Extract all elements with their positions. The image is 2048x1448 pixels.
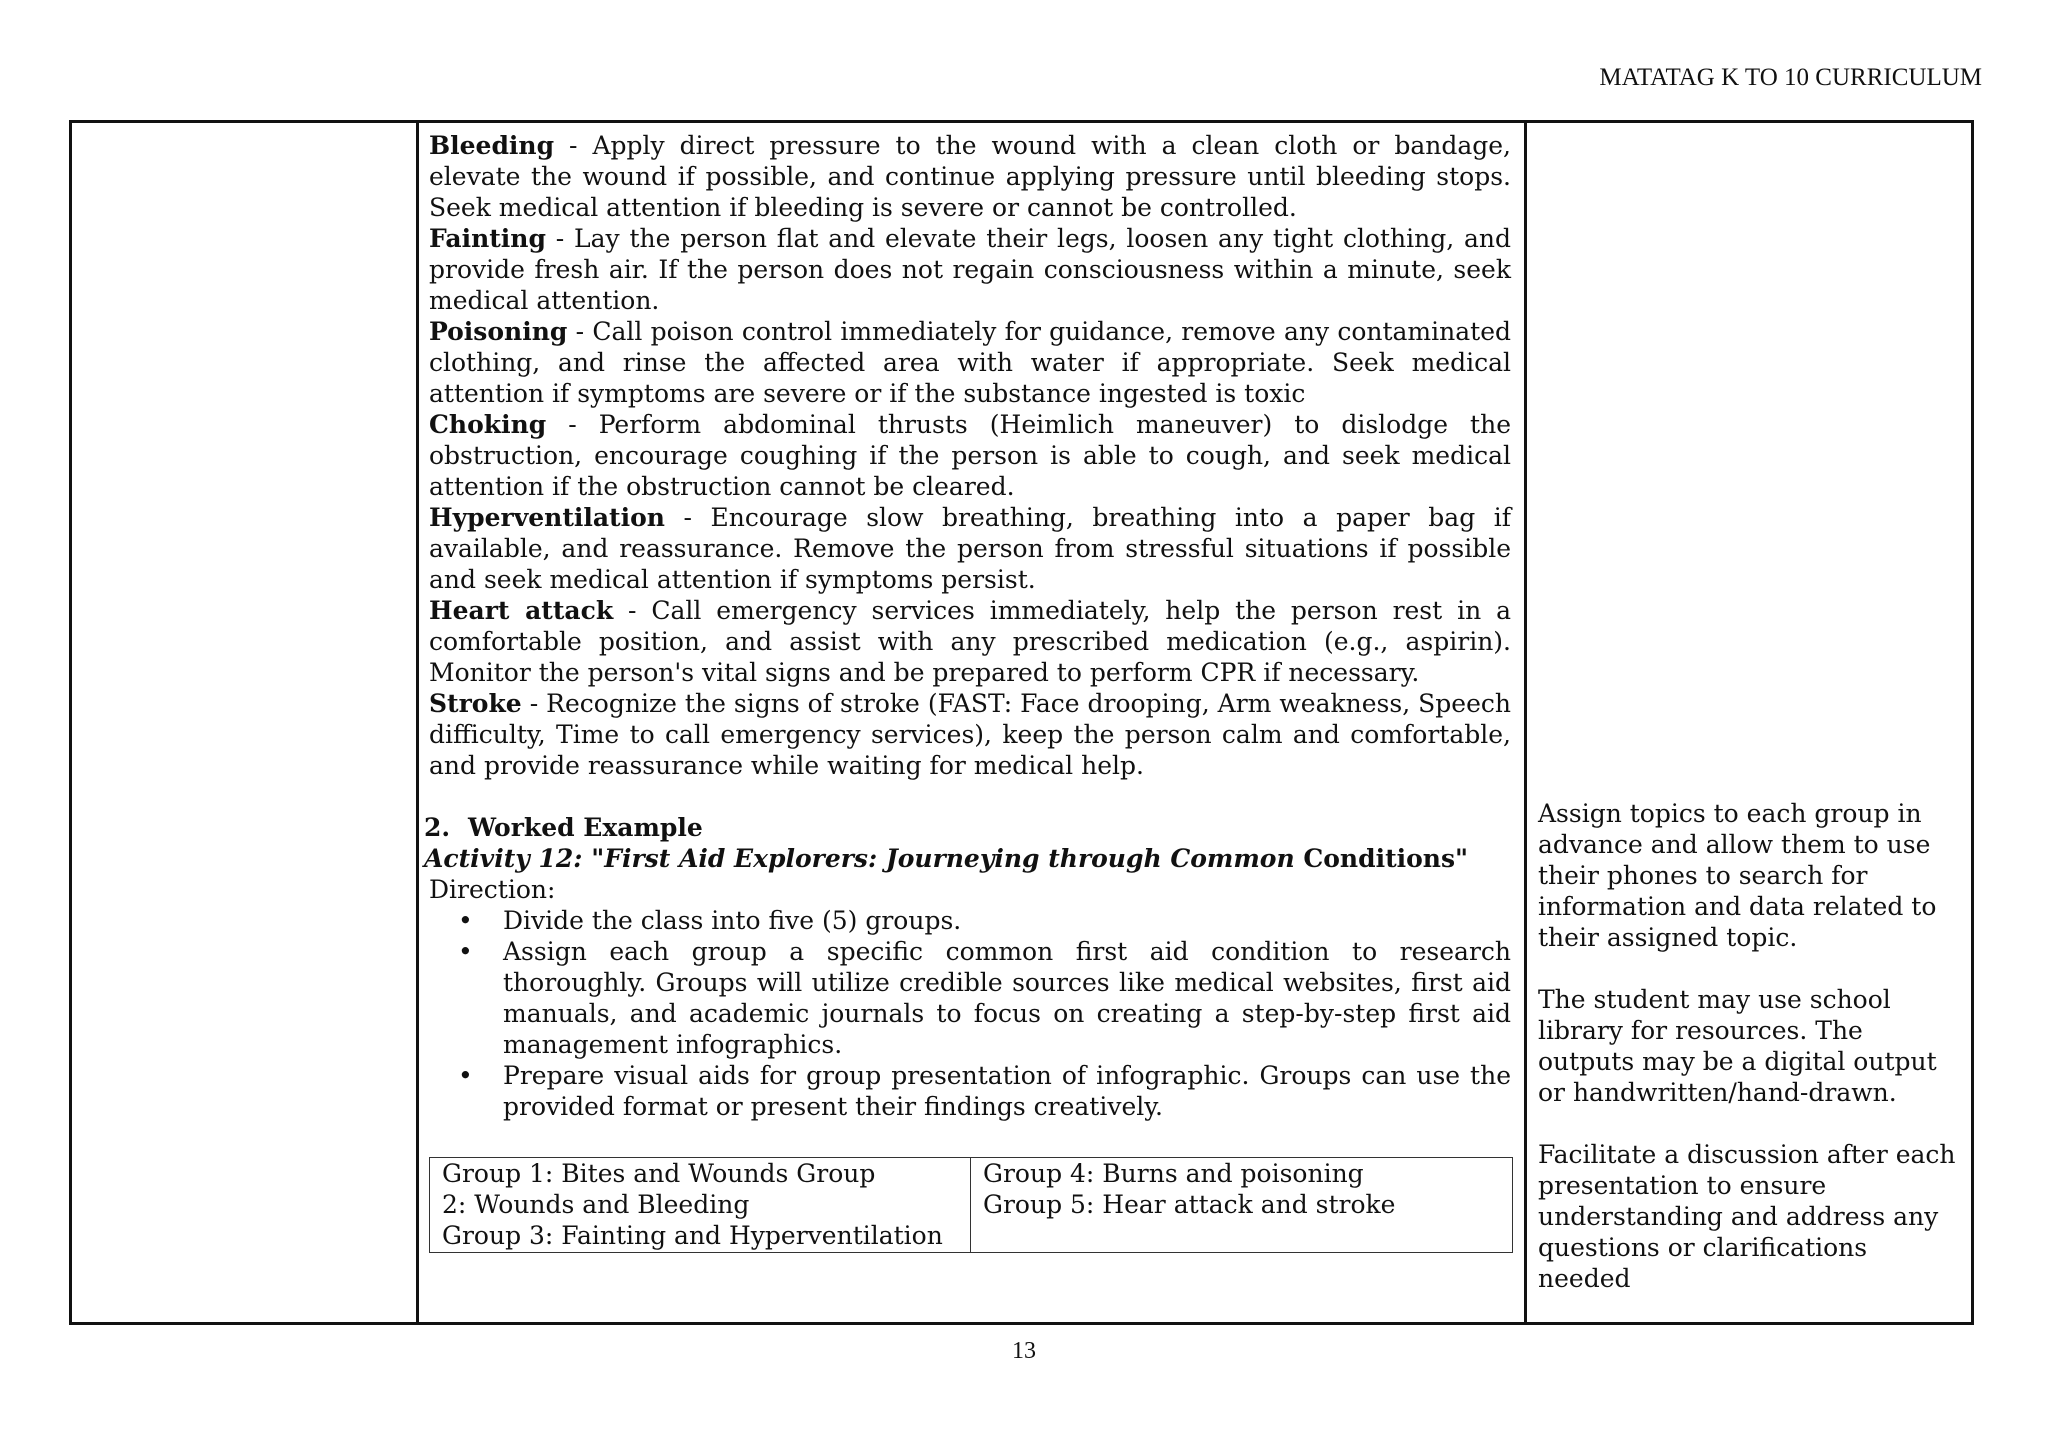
group-cell-left [430,1158,971,1252]
condition-fainting [429,223,1511,316]
condition-choking [429,409,1511,502]
activity-title-rest: Conditions" [1294,844,1469,873]
column-divider [1524,120,1527,1325]
page-number: 13 [1012,1338,1036,1364]
worked-example-heading [424,812,1511,843]
condition-term: Heart attack [429,596,614,625]
list-item [429,905,1511,936]
activity-title [424,843,1511,874]
direction-list [429,905,1511,1122]
condition-text: - Perform abdominal thrusts (Heimlich maneuver) to dislodge the obstruction, encourage coughing if the person is able to cough, and seek medical attention if the obstruction cannot be cleared. [429,410,1511,501]
condition-term: Fainting [429,224,546,253]
list-item [429,1060,1511,1122]
activity-title-italic: Activity 12: "First Aid Explorers: Journeying through Common [424,844,1295,873]
bullet-icon: • [458,906,473,935]
group-line: Group 1: Bites and Wounds Group [442,1159,876,1188]
note-paragraph: The student may use school library for resources. The outputs may be a digital output or handwritten/hand-drawn. [1538,985,1937,1107]
condition-term: Poisoning [429,317,568,346]
group-line: Group 5: Hear attack and stroke [983,1190,1396,1219]
group-line: Group 4: Burns and poisoning [983,1159,1364,1188]
group-cell-right [971,1158,1512,1252]
condition-heart-attack [429,595,1511,688]
condition-bleeding [429,130,1511,223]
condition-text: - Call poison control immediately for guidance, remove any contaminated clothing, and rinse the affected area with water if appropriate. Seek medical attention if symptoms are severe or if the substance ingested is toxic [429,317,1511,408]
note-paragraph: Facilitate a discussion after each presentation to ensure understanding and address any questions or clarifications needed [1538,1140,1956,1293]
condition-stroke [429,688,1511,781]
bullet-icon: • [458,1061,473,1090]
group-line: 2: Wounds and Bleeding [442,1190,750,1219]
condition-text: - Lay the person flat and elevate their legs, loosen any tight clothing, and provide fresh air. If the person does not regain consciousness within a minute, seek medical attention. [429,224,1511,315]
curriculum-header: MATATAG K TO 10 CURRICULUM [1599,64,1982,91]
direction-label: Direction: [429,875,556,904]
content-column [424,130,1511,1122]
condition-text: - Encourage slow breathing, breathing into a paper bag if available, and reassurance. Remove the person from stressful situations if possible and seek medical attention if symptoms persist. [429,503,1511,594]
group-line: Group 3: Fainting and Hyperventilation [442,1221,943,1250]
condition-term: Choking [429,410,547,439]
teacher-notes-column [1538,798,1958,1294]
list-item-text: Divide the class into five (5) groups. [503,906,962,935]
condition-term: Bleeding [429,131,555,160]
bullet-icon: • [458,937,473,966]
condition-text: - Call emergency services immediately, help the person rest in a comfortable position, and assist with any prescribed medication (e.g., aspirin). Monitor the person's vital signs and be prepared to perform CPR if necessary. [429,596,1511,687]
group-assignment-table [429,1157,1513,1253]
list-item-text: Assign each group a specific common first aid condition to research thoroughly. Groups will utilize credible sources like medical websites, first aid manuals, and academic journals to focus on creating a step-by-step first aid management infographics. [503,937,1511,1059]
section-number: 2. [424,813,451,842]
list-item-text: Prepare visual aids for group presentation of infographic. Groups can use the provided format or present their findings creatively. [503,1061,1511,1121]
list-item [429,936,1511,1060]
condition-hyperventilation [429,502,1511,595]
condition-poisoning [429,316,1511,409]
condition-term: Stroke [429,689,522,718]
condition-term: Hyperventilation [429,503,665,532]
column-divider [416,120,419,1325]
note-paragraph: Assign topics to each group in advance and allow them to use their phones to search for information and data related to their assigned topic. [1538,799,1937,952]
section-title: Worked Example [468,813,703,842]
condition-text: - Recognize the signs of stroke (FAST: Face drooping, Arm weakness, Speech difficulty, Time to call emergency services), keep the person calm and comfortable, and provide reassurance while waiting for medical help. [429,689,1511,780]
condition-text: - Apply direct pressure to the wound with a clean cloth or bandage, elevate the wound if possible, and continue applying pressure until bleeding stops. Seek medical attention if bleeding is severe or cannot be controlled. [429,131,1511,222]
